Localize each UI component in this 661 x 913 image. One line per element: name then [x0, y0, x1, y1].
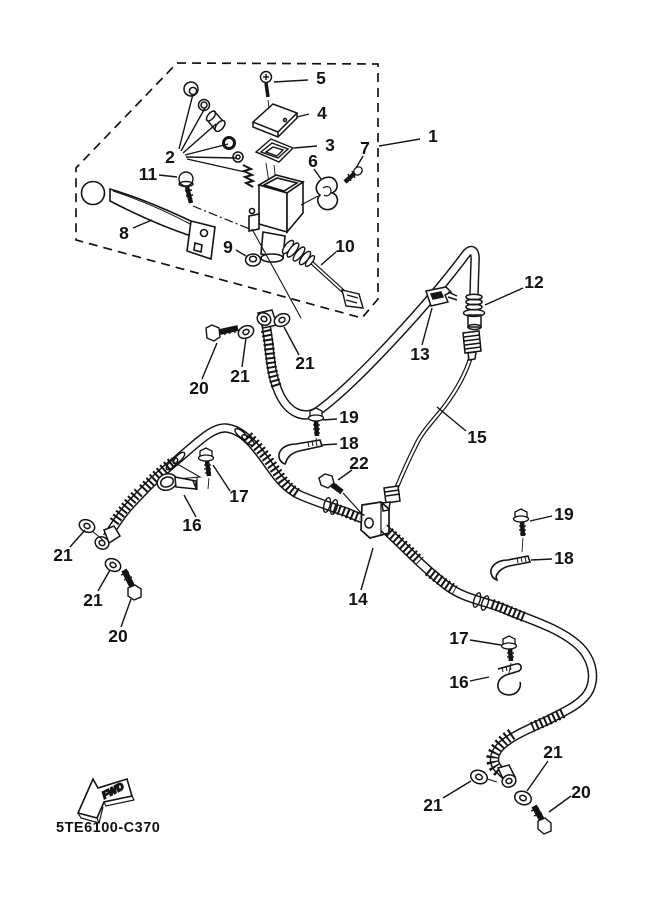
callout-6: 6: [308, 151, 318, 171]
leader-line: [294, 146, 317, 148]
leader-line: [186, 157, 237, 158]
leader-line: [443, 781, 471, 798]
callout-18: 18: [339, 433, 359, 453]
banjo-bolt-20-bottom: [531, 806, 551, 834]
brake-pipe: [382, 331, 481, 511]
leader-line: [323, 419, 337, 420]
callout-5: 5: [316, 68, 326, 88]
leader-line: [531, 559, 552, 560]
callout-9: 9: [223, 237, 233, 257]
callout-3: 3: [325, 135, 335, 155]
leader-line: [530, 516, 552, 521]
callout-21: 21: [53, 545, 73, 565]
pipe-fitting-upper: [463, 331, 481, 360]
reservoir-cap-4: [253, 104, 297, 137]
leader-line: [202, 343, 217, 379]
hose-fitting-12: [464, 294, 485, 329]
screw-19-right: [514, 509, 529, 552]
leader-line: [321, 252, 336, 265]
callout-20: 20: [108, 626, 128, 646]
callout-4: 4: [317, 103, 327, 123]
callout-20: 20: [571, 782, 591, 802]
fwd-label: FWD: [100, 781, 126, 802]
callout-7: 7: [360, 138, 370, 158]
hose-holder-18-left: [279, 440, 322, 464]
leader-line: [159, 175, 177, 177]
callout-21: 21: [230, 366, 250, 386]
bolt-22: [319, 474, 342, 492]
leader-line: [236, 250, 246, 256]
callout-17: 17: [449, 628, 469, 648]
callout-14: 14: [348, 589, 368, 609]
clamp-bolt-7: [345, 165, 364, 182]
callout-17: 17: [229, 486, 249, 506]
leader-line: [98, 570, 110, 591]
leader-line: [470, 640, 501, 645]
callout-19: 19: [339, 407, 359, 427]
callout-8: 8: [119, 223, 129, 243]
callout-2: 2: [165, 147, 175, 167]
screw-19-left: [309, 408, 324, 445]
brake-lever-8: [82, 182, 216, 260]
callout-21: 21: [83, 590, 103, 610]
callout-21: 21: [423, 795, 443, 815]
callout-16: 16: [182, 515, 202, 535]
leader-line: [121, 599, 131, 627]
leader-line: [379, 139, 420, 146]
leader-line: [284, 327, 299, 355]
leader-line: [549, 796, 571, 812]
leader-line: [184, 495, 196, 517]
handlebar-clamp-6: [301, 177, 337, 209]
callout-22: 22: [349, 453, 369, 473]
leader-line: [437, 407, 466, 431]
leader-line: [361, 548, 373, 590]
screw-17-left: [199, 448, 214, 489]
grommet-9: [246, 254, 261, 266]
part-code: 5TE6100-C370: [56, 820, 161, 836]
callout-18: 18: [554, 548, 574, 568]
callout-10: 10: [335, 236, 355, 256]
callout-16: 16: [449, 672, 469, 692]
leader-line: [242, 338, 246, 367]
banjo-bolt-20-upper: [206, 325, 238, 341]
pipe-clamp-13: [426, 287, 457, 306]
fwd-arrow: [78, 779, 134, 823]
callout-21: 21: [295, 353, 315, 373]
callout-12: 12: [524, 272, 544, 292]
leader-line: [213, 465, 230, 491]
banjo-bolt-20-left: [121, 570, 141, 600]
leader-line: [527, 761, 548, 791]
callout-15: 15: [467, 427, 487, 447]
leader-line: [133, 220, 152, 228]
leader-line: [274, 80, 308, 82]
callout-19: 19: [554, 504, 574, 524]
callout-20: 20: [189, 378, 209, 398]
leader-line: [321, 444, 337, 445]
leader-line: [470, 677, 489, 681]
right-banjo-union: [469, 765, 533, 807]
callout-21: 21: [543, 742, 563, 762]
callout-13: 13: [410, 344, 430, 364]
leader-line: [297, 114, 309, 117]
hose-holder-18-right: [491, 556, 530, 580]
callout-11: 11: [138, 164, 158, 184]
callout-1: 1: [428, 126, 438, 146]
leader-line: [485, 288, 523, 305]
pipe-fitting-lower: [382, 486, 400, 511]
